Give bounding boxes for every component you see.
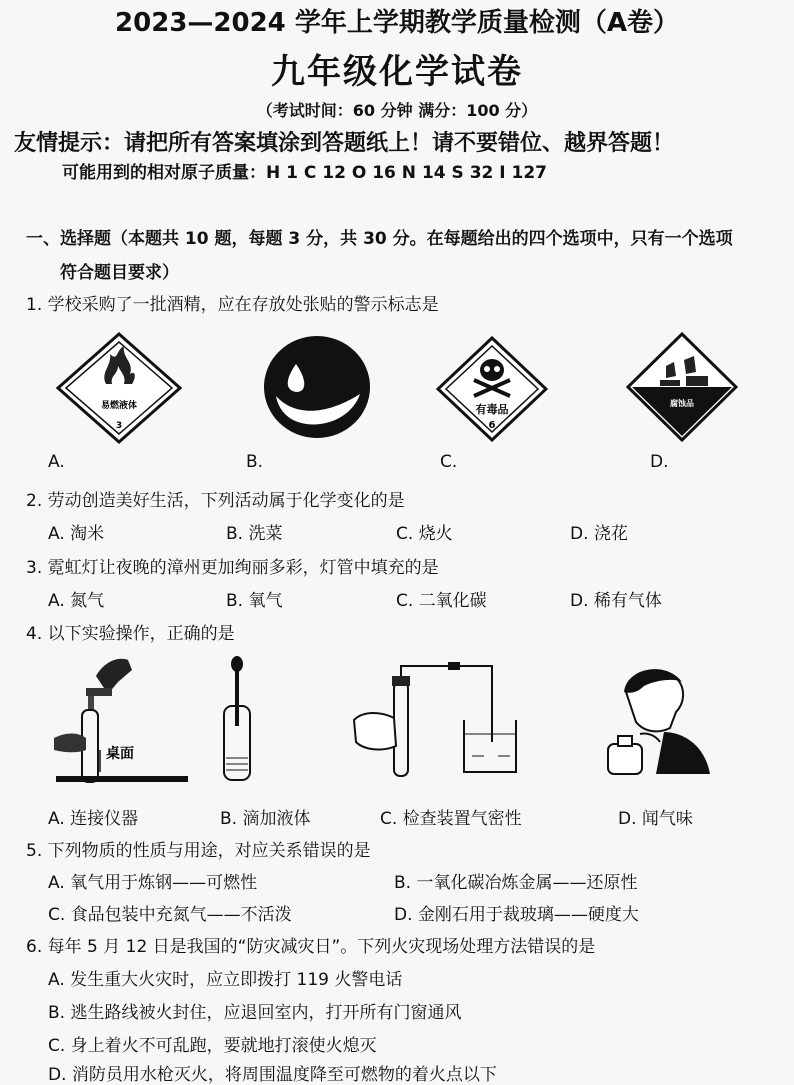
q3-option-a[interactable]: A. 氮气 [48,591,105,611]
q2-option-d[interactable]: D. 浇花 [570,524,628,544]
question-3-stem: 3. 霓虹灯让夜晚的漳州更加绚丽多彩，灯管中填充的是 [26,558,439,578]
q1-option-d[interactable]: D. [650,452,669,472]
exam-info: （考试时间：60 分钟 满分：100 分） [256,101,538,120]
friendly-tip: 友情提示：请把所有答案填涂到答题纸上！请不要错位、越界答题！ [14,130,675,156]
exam-title: 2023—2024 学年上学期教学质量检测（A卷） [115,8,679,38]
question-2-stem: 2. 劳动创造美好生活，下列活动属于化学变化的是 [26,491,405,511]
q3-option-b[interactable]: B. 氧气 [226,591,283,611]
q6-option-b[interactable]: B. 逃生路线被火封住，应退回室内，打开所有门窗通风 [48,1003,462,1023]
q6-option-a[interactable]: A. 发生重大火灾时，应立即拨打 119 火警电话 [48,970,403,990]
question-6-stem: 6. 每年 5 月 12 日是我国的“防灾减灾日”。下列火灾现场处理方法错误的是 [26,937,596,957]
airtightness-check-figure-icon [352,660,528,780]
flammable-liquid-sign-icon [56,332,182,444]
q2-option-b[interactable]: B. 洗菜 [226,524,283,544]
q3-option-c[interactable]: C. 二氧化碳 [396,591,487,611]
section-title-continued: 符合题目要求） [60,263,179,283]
q2-option-c[interactable]: C. 烧火 [396,524,453,544]
question-5-stem: 5. 下列物质的性质与用途，对应关系错误的是 [26,841,371,861]
q1-option-a[interactable]: A. [48,452,65,472]
corrosive-sign-label: 腐蚀品 [670,399,694,408]
q5-option-b[interactable]: B. 一氧化碳冶炼金属——还原性 [394,873,638,893]
q4-option-b[interactable]: B. 滴加液体 [220,809,311,829]
question-4-stem: 4. 以下实验操作，正确的是 [26,624,235,644]
q6-option-d[interactable]: D. 消防员用水枪灭火，将周围温度降至可燃物的着火点以下 [48,1065,497,1085]
q3-option-d[interactable]: D. 稀有气体 [570,591,662,611]
q2-option-a[interactable]: A. 淘米 [48,524,105,544]
water-saving-sign-icon [262,334,372,440]
q4-option-c[interactable]: C. 检查装置气密性 [380,809,522,829]
q5-option-d[interactable]: D. 金刚石用于裁玻璃——硬度大 [394,905,639,925]
table-label: 桌面 [106,746,134,762]
flammable-sign-label: 易燃液体 [100,401,138,411]
section-title: 一、选择题（本题共 10 题，每题 3 分，共 30 分。在每题给出的四个选项中，只有一个选项 [26,229,733,249]
q4-option-d[interactable]: D. 闻气味 [618,809,693,829]
q4-option-a[interactable]: A. 连接仪器 [48,809,139,829]
corrosive-sign-icon [626,332,738,442]
toxic-sign-label: 有毒品 [475,403,509,416]
connect-apparatus-figure-icon [52,654,192,786]
smelling-odor-figure-icon [604,662,714,776]
flammable-sign-class: 3 [115,421,123,431]
q1-option-b[interactable]: B. [246,452,264,472]
q1-option-c[interactable]: C. [440,452,458,472]
atomic-mass-line: 可能用到的相对原子质量：H 1 C 12 O 16 N 14 S 32 I 127 [62,163,547,183]
dropping-liquid-figure-icon [212,654,262,786]
q5-option-c[interactable]: C. 食品包装中充氮气——不活泼 [48,905,292,925]
toxic-sign-class: 6 [488,420,496,431]
question-1-stem: 1. 学校采购了一批酒精，应在存放处张贴的警示标志是 [26,295,439,315]
subject-title: 九年级化学试卷 [271,52,523,92]
toxic-sign-icon [436,336,548,442]
q6-option-c[interactable]: C. 身上着火不可乱跑，要就地打滚使火熄灭 [48,1036,377,1056]
q5-option-a[interactable]: A. 氧气用于炼钢——可燃性 [48,873,258,893]
